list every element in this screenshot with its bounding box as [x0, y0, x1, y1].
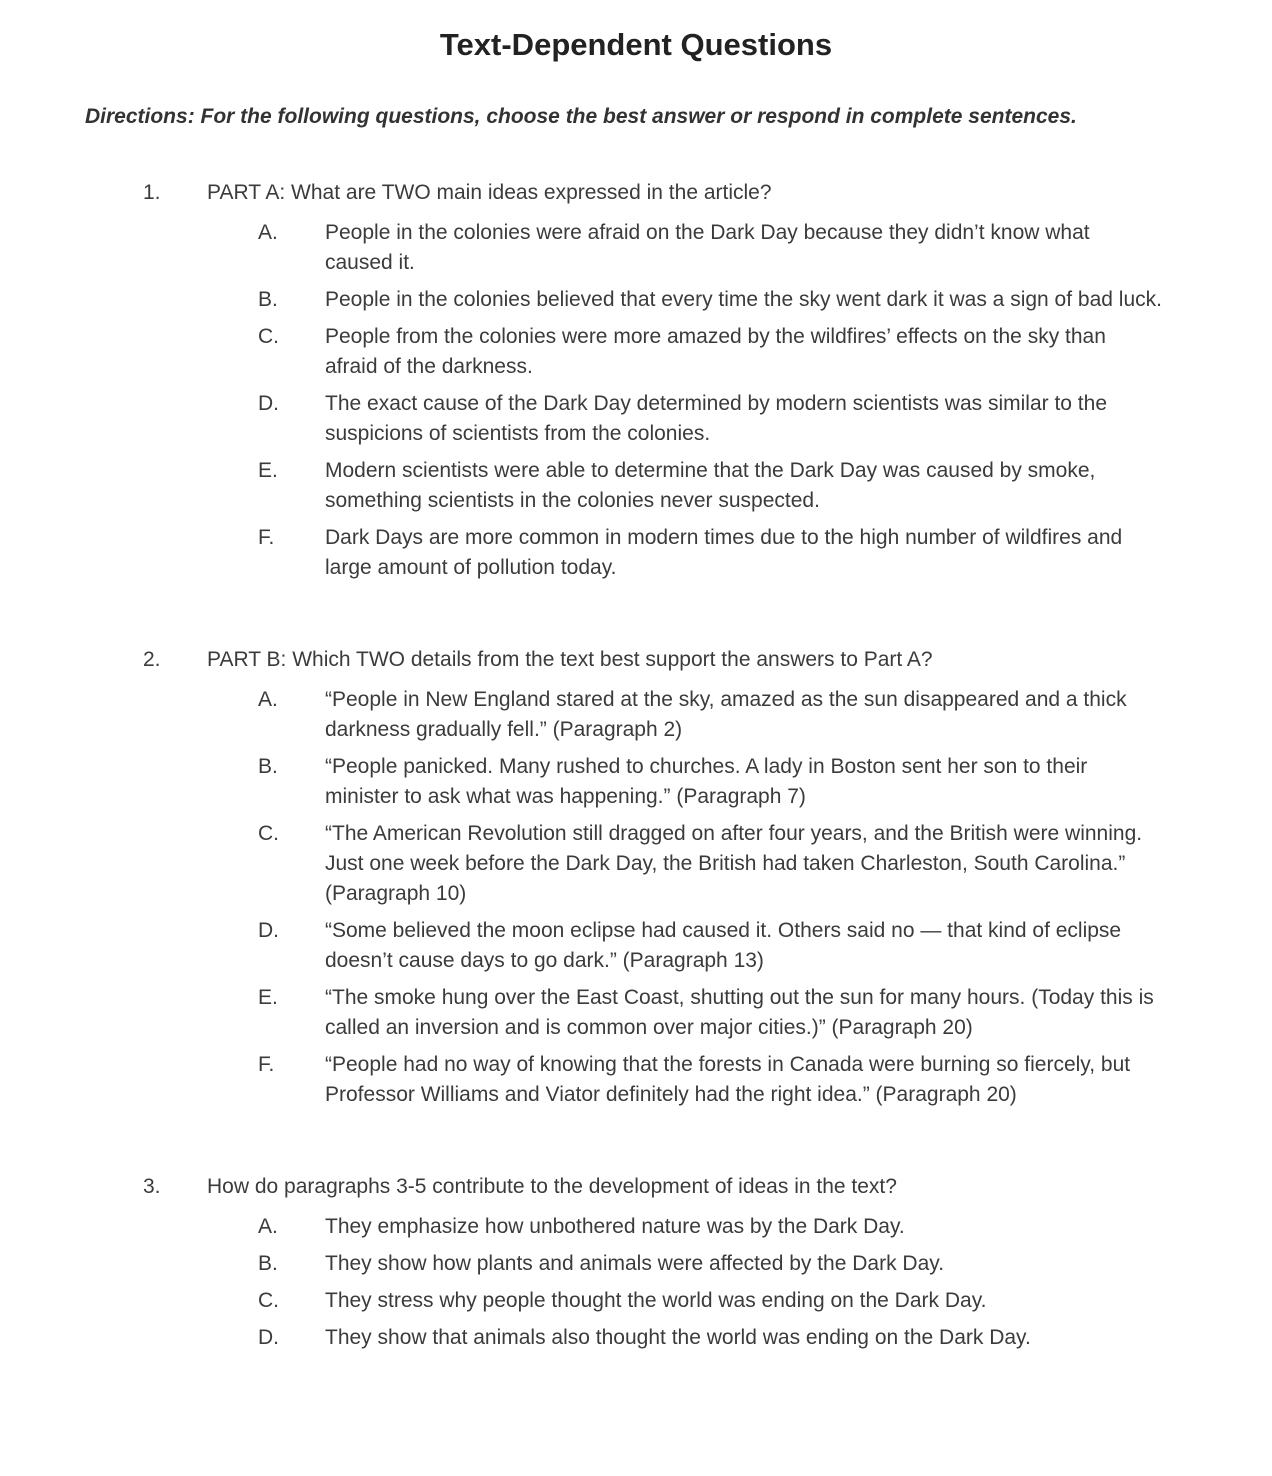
question-prompt: PART A: What are TWO main ideas expressed in the article?	[207, 181, 772, 204]
question-number: 2.	[143, 648, 161, 671]
question-1	[0, 178, 1272, 583]
question-2	[0, 645, 1272, 1110]
answer-option	[0, 819, 1272, 909]
option-text: They show that animals also thought the world was ending on the Dark Day.	[325, 1326, 1031, 1349]
option-text: “People had no way of knowing that the forests in Canada were burning so fiercely, but Professor Williams and Viator definitely had the right idea.” (Paragraph 20)	[325, 1053, 1131, 1106]
question-prompt: PART B: Which TWO details from the text best support the answers to Part A?	[207, 648, 933, 671]
option-letter: D.	[258, 1326, 279, 1349]
question-number: 1.	[143, 181, 161, 204]
option-letter: B.	[258, 1252, 278, 1275]
option-letter: E.	[258, 986, 278, 1009]
option-letter: A.	[258, 221, 278, 244]
option-text: “People in New England stared at the sky, amazed as the sun disappeared and a thick darkness gradually fell.” (Paragraph 2)	[325, 688, 1127, 741]
option-text: The exact cause of the Dark Day determined by modern scientists was similar to the suspicions of scientists from the colonies.	[325, 392, 1108, 445]
option-letter: F.	[258, 526, 275, 549]
answer-option	[0, 389, 1272, 449]
option-text: “The smoke hung over the East Coast, shutting out the sun for many hours. (Today this is called an inversion and is common over major cities.)” (Paragraph 20)	[325, 986, 1154, 1039]
option-text: “People panicked. Many rushed to churches. A lady in Boston sent her son to their minister to ask what was happening.” (Paragraph 7)	[325, 755, 1088, 808]
option-text: People in the colonies believed that every time the sky went dark it was a sign of bad luck.	[325, 288, 1162, 311]
question-3	[0, 1172, 1272, 1353]
option-text: They show how plants and animals were affected by the Dark Day.	[325, 1252, 945, 1275]
option-text: People in the colonies were afraid on the Dark Day because they didn’t know what caused it.	[325, 221, 1090, 274]
option-letter: B.	[258, 288, 278, 311]
option-letter: D.	[258, 392, 279, 415]
answer-option	[0, 1212, 1272, 1242]
directions-text: Directions: For the following questions, choose the best answer or respond in complete sentences.	[85, 105, 1077, 128]
answer-option	[0, 1323, 1272, 1353]
option-text: Modern scientists were able to determine that the Dark Day was caused by smoke, something scientists in the colonies never suspected.	[325, 459, 1096, 512]
option-letter: C.	[258, 1289, 279, 1312]
option-letter: B.	[258, 755, 278, 778]
option-letter: F.	[258, 1053, 275, 1076]
option-letter: A.	[258, 688, 278, 711]
option-letter: C.	[258, 325, 279, 348]
answer-option	[0, 685, 1272, 745]
answer-option	[0, 916, 1272, 976]
option-text: They emphasize how unbothered nature was by the Dark Day.	[325, 1215, 905, 1238]
option-text: They stress why people thought the world was ending on the Dark Day.	[325, 1289, 987, 1312]
answer-option	[0, 752, 1272, 812]
answer-option	[0, 456, 1272, 516]
questions-list	[0, 178, 1272, 1353]
option-letter: A.	[258, 1215, 278, 1238]
answer-option	[0, 523, 1272, 583]
option-letter: D.	[258, 919, 279, 942]
option-text: Dark Days are more common in modern times due to the high number of wildfires and large amount of pollution today.	[325, 526, 1123, 579]
answer-option	[0, 285, 1272, 315]
option-text: People from the colonies were more amazed by the wildfires’ effects on the sky than afraid of the darkness.	[325, 325, 1106, 378]
answer-option	[0, 218, 1272, 278]
answer-option	[0, 1050, 1272, 1110]
page-title: Text-Dependent Questions	[439, 27, 833, 62]
option-text: “Some believed the moon eclipse had caused it. Others said no — that kind of eclipse doesn’t cause days to go dark.” (Paragraph 13)	[325, 919, 1122, 972]
answer-option	[0, 1249, 1272, 1279]
answer-option	[0, 322, 1272, 382]
answer-option	[0, 983, 1272, 1043]
option-text: “The American Revolution still dragged on after four years, and the British were winning. Just one week before the Dark Day, the British had taken Charleston, South Carolina.” (Paragraph 10)	[325, 822, 1143, 905]
answer-option	[0, 1286, 1272, 1316]
question-prompt: How do paragraphs 3-5 contribute to the development of ideas in the text?	[207, 1175, 897, 1198]
question-number: 3.	[143, 1175, 161, 1198]
option-letter: E.	[258, 459, 278, 482]
option-letter: C.	[258, 822, 279, 845]
